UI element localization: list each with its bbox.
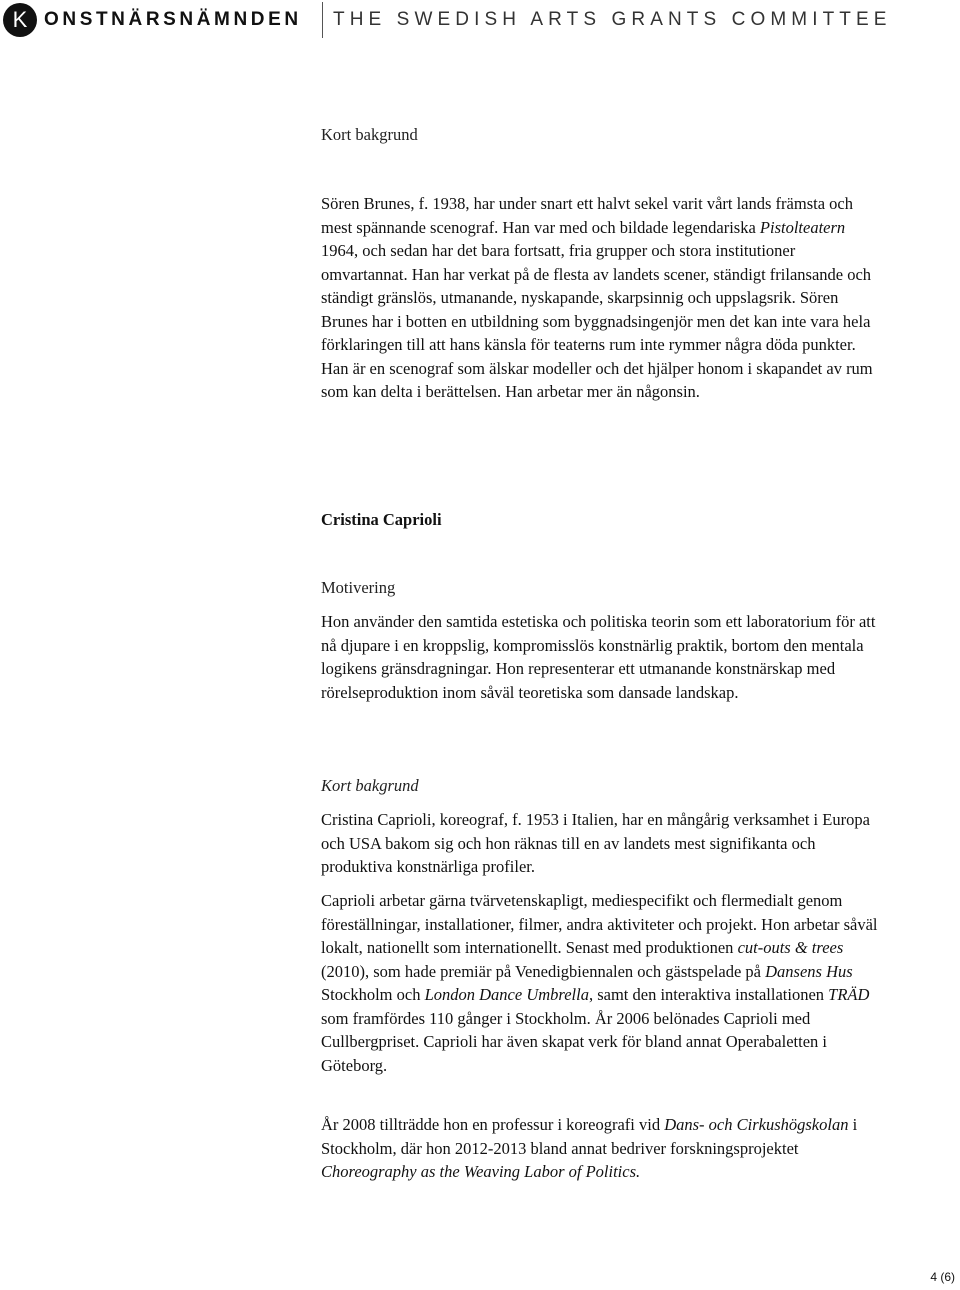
section-heading-background: Kort bakgrund	[321, 125, 418, 144]
recipient-name: Cristina Caprioli	[321, 510, 442, 529]
section-heading-background-2: Kort bakgrund	[321, 776, 419, 795]
paragraph-motivation: Hon använder den samtida estetiska och politiska teorin som ett laboratorium för att nå djupare i en kroppslig, kompromisslös konstnärlig praktik, bortom den mentala logikens gränsdragningar. Hon representerar ett utmanande konstnärskap med rörelseproduktion inom såväl teoretiska som dansade landskap.	[321, 612, 876, 702]
page-number: 4 (6)	[930, 1270, 955, 1284]
section-heading-motivation: Motivering	[321, 578, 396, 597]
header-divider	[322, 2, 323, 38]
paragraph-caprioli-intro: Cristina Caprioli, koreograf, f. 1953 i Italien, har en mångårig verksamhet i Europa och USA bakom sig och hon räknas till en av landets mest signifikanta och produktiva konstnärliga profiler.	[321, 810, 870, 876]
org-name: ONSTNÄRSNÄMNDEN	[44, 9, 302, 30]
org-name-english: THE SWEDISH ARTS GRANTS COMMITTEE	[333, 9, 892, 30]
letterhead	[0, 0, 960, 44]
logo-mark: K	[3, 3, 37, 37]
paragraph-brunes-background: Sören Brunes, f. 1938, har under snart ett halvt sekel varit vårt lands främsta och mest spännande scenograf. Han var med och bildade legendariska Pistolteatern 1964, och sedan har det bara fortsatt, fria grupper och stora institutioner omvartannat. Han har verkat på de flesta av landets scener, ständigt frilansande och ständigt gränslös, utmanande, nyskapande, skarpsinnig och uppslagsrik. Sören Brunes har i botten en utbildning som byggnadsingenjör men det kan inte vara hela förklaringen till att hans känsla för teaterns rum inte rymmer några döda punkter. Han är en scenograf som älskar modeller och det hjälper honom i skapandet av rum som kan delta i berättelsen. Han arbetar mer än någonsin.	[321, 194, 873, 401]
paragraph-caprioli-work: Caprioli arbetar gärna tvärvetenskapligt, mediespecifikt och flermedialt genom föreställningar, installationer, filmer, andra aktiviteter och projekt. Hon arbetar såväl lokalt, nationellt som internationellt. Senast med produktionen cut-outs & trees (2010), som hade premiär på Venedigbiennalen och gästspelade på Dansens Hus Stockholm och London Dance Umbrella, samt den interaktiva installationen TRÄD som framfördes 110 gånger i Stockholm. År 2006 belönades Caprioli med Cullbergpriset. Caprioli har även skapat verk för bland annat Operabaletten i Göteborg.	[321, 891, 878, 1075]
paragraph-caprioli-professorship: År 2008 tillträdde hon en professur i koreografi vid Dans- och Cirkushögskolan i Stockholm, där hon 2012-2013 bland annat bedriver forskningsprojektet Choreography as the Weaving Labor of Politics.	[321, 1115, 858, 1181]
